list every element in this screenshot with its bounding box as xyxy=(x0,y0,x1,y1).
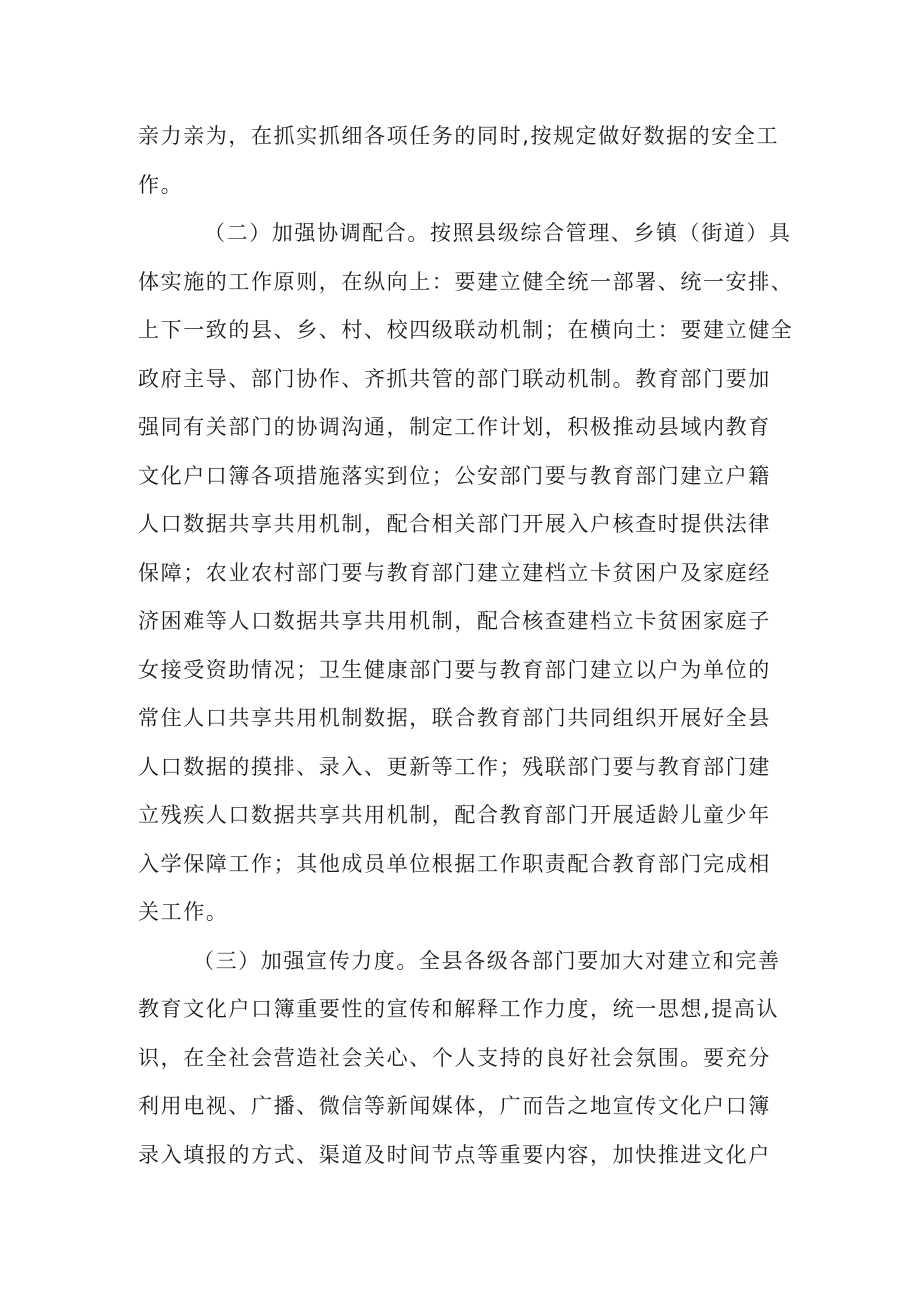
text-line-22: 录入填报的方式、渠道及时间节点等重要内容，加快推进文化户 xyxy=(138,1142,771,1167)
text-line-17: 关工作。 xyxy=(138,900,229,924)
text-line-10: 保障；农业农村部门要与教育部门建立建档立卡贫困户及家庭经 xyxy=(138,560,771,585)
text-line-2: 作。 xyxy=(138,172,184,197)
text-line-11: 济困难等人口数据共享共用机制，配合核查建档立卡贫困家庭子 xyxy=(138,609,771,633)
text-line-13: 常住人口共享共用机制数据，联合教育部门共同组织开展好全县 xyxy=(138,706,771,730)
text-line-21: 利用电视、广播、微信等新闻媒体，广而告之地宣传文化户口簿 xyxy=(138,1094,771,1118)
text-line-8: 文化户口簿各项措施落实到位；公安部门要与教育部门建立户籍 xyxy=(138,463,771,488)
text-line-12: 女接受资助情况；卫生健康部门要与教育部门建立以户为单位的 xyxy=(138,657,771,682)
text-line-9: 人口数据共享共用机制，配合相关部门开展入户核查时提供法律 xyxy=(138,512,771,536)
text-line-14: 人口数据的摸排、录入、更新等工作；残联部门要与教育部门建 xyxy=(138,754,771,779)
body-text xyxy=(138,112,798,1179)
text-line-16: 入学保障工作；其他成员单位根据工作职责配合教育部门完成相 xyxy=(138,851,771,876)
text-line-5: 上下一致的县、乡、村、校四级联动机制；在横向土：要建立健全 xyxy=(138,318,794,342)
text-line-20: 识，在全社会营造社会关心、个人支持的良好社会氛围。要充分 xyxy=(138,1045,771,1070)
text-line-1: 亲力亲为，在抓实抓细各项任务的同时,按规定做好数据的安全工 xyxy=(138,124,780,148)
text-line-6: 政府主导、部门协作、齐抓共管的部门联动机制。教育部门要加 xyxy=(138,366,771,391)
text-line-19: 教育文化户口簿重要性的宣传和解释工作力度，统一思想,提高认 xyxy=(138,997,780,1021)
section-2-heading-line: （二）加强协调配合。按照县级综合管理、乡镇（街道）具 xyxy=(204,221,792,245)
text-line-15: 立残疾人口数据共享共用机制，配合教育部门开展适龄儿童少年 xyxy=(138,803,771,827)
text-line-7: 强同有关部门的协调沟通，制定工作计划，积极推动县域内教育 xyxy=(138,415,771,439)
text-line-4: 体实施的工作原则，在纵向上：要建立健全统一部署、统一安排、 xyxy=(138,269,794,294)
section-3-heading-line: （三）加强宣传力度。全县各级各部门要加大对建立和完善 xyxy=(193,948,781,973)
